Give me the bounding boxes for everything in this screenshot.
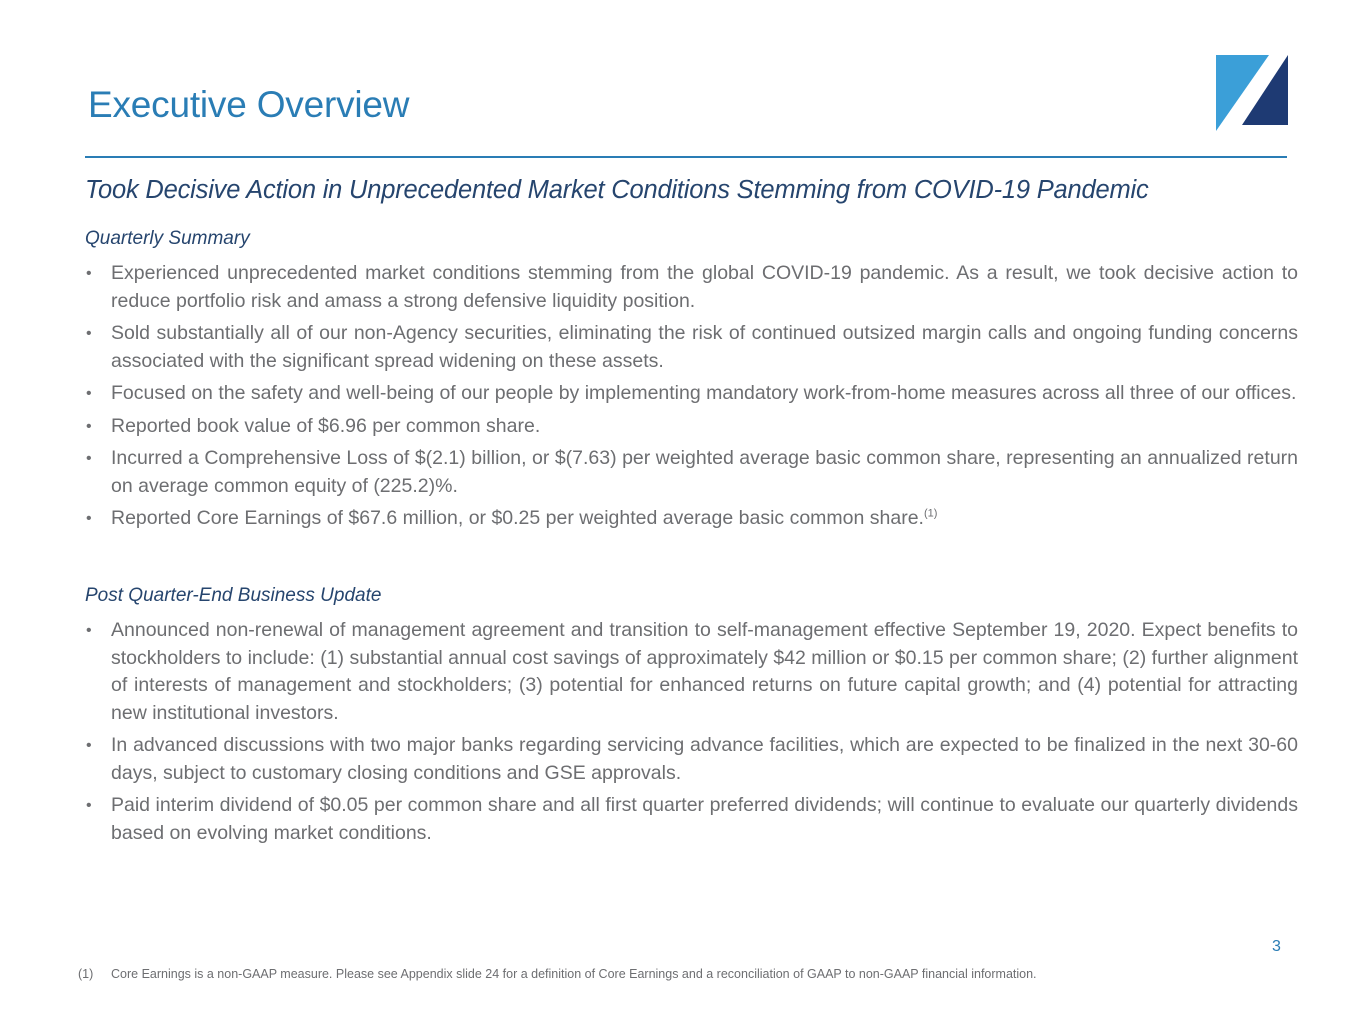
quarterly-summary-list xyxy=(85,260,1298,538)
bullet-icon: • xyxy=(86,450,92,467)
footnote-text: Core Earnings is a non-GAAP measure. Please see Appendix slide 24 for a definition of Core Earnings and a reconciliation of GAAP to non-GAAP financial information. xyxy=(111,967,1037,981)
bullet-icon: • xyxy=(86,325,92,342)
bullet-icon: • xyxy=(86,622,92,639)
list-item: • Paid interim dividend of $0.05 per common share and all first quarter preferred dividends; will continue to evaluate our quarterly dividends based on evolving market conditions. xyxy=(86,794,1298,844)
list-item: • Focused on the safety and well-being of our people by implementing mandatory work-from-home measures across all three of our offices. xyxy=(85,380,1298,408)
slide-subtitle: Took Decisive Action in Unprecedented Market Conditions Stemming from COVID-19 Pandemic xyxy=(85,176,1149,204)
post-quarter-list xyxy=(85,617,1298,852)
list-item: • In advanced discussions with two major banks regarding servicing advance facilities, which are expected to be finalized in the next 30-60 days, subject to customary closing conditions and GSE approvals. xyxy=(86,734,1298,784)
list-item: • Reported book value of $6.96 per common share. xyxy=(85,413,1298,441)
bullet-icon: • xyxy=(86,265,92,282)
list-item: • Reported Core Earnings of $67.6 million, or $0.25 per weighted average basic common share.$^{(1)}$ xyxy=(85,505,1298,533)
bullet-icon: • xyxy=(86,385,92,402)
footnote xyxy=(78,967,1037,981)
list-item: • Announced non-renewal of management agreement and transition to self-management effective September 19, 2020. Expect benefits to stockholders to include: (1) substantial annual cost savings of approximately $42 million or $0.15 per common share; (2) further alignment of interests of management and stockholders; (3) potential for enhanced returns on future capital growth; and (4) potential for attracting new institutional investors. xyxy=(86,619,1298,724)
bullet-icon: • xyxy=(86,417,92,435)
company-logo-icon xyxy=(1216,55,1288,131)
bullet-icon: • xyxy=(86,797,92,814)
bullet-icon: • xyxy=(86,737,92,754)
bullet-icon: • xyxy=(86,510,92,527)
list-item: • Experienced unprecedented market conditions stemming from the global COVID-19 pandemic. As a result, we took decisive action to reduce portfolio risk and amass a strong defensive liquidity position. xyxy=(86,262,1298,312)
footnote-reference: (1) xyxy=(923,507,938,520)
list-item: • Incurred a Comprehensive Loss of $(2.1) billion, or $(7.63) per weighted average basic common share, representing an annualized return on average common equity of (225.2)%. xyxy=(86,447,1298,497)
footnote-number: (1) xyxy=(78,967,94,981)
header-divider xyxy=(85,156,1287,158)
quarterly-summary-heading: Quarterly Summary xyxy=(85,228,250,249)
list-item: • Sold substantially all of our non-Agency securities, eliminating the risk of continued outsized margin calls and ongoing funding concerns associated with the significant spread widening on these assets. xyxy=(86,322,1298,372)
page-title: Executive Overview xyxy=(88,84,410,125)
page-number: 3 xyxy=(1272,938,1281,955)
post-quarter-heading: Post Quarter-End Business Update xyxy=(85,585,382,606)
